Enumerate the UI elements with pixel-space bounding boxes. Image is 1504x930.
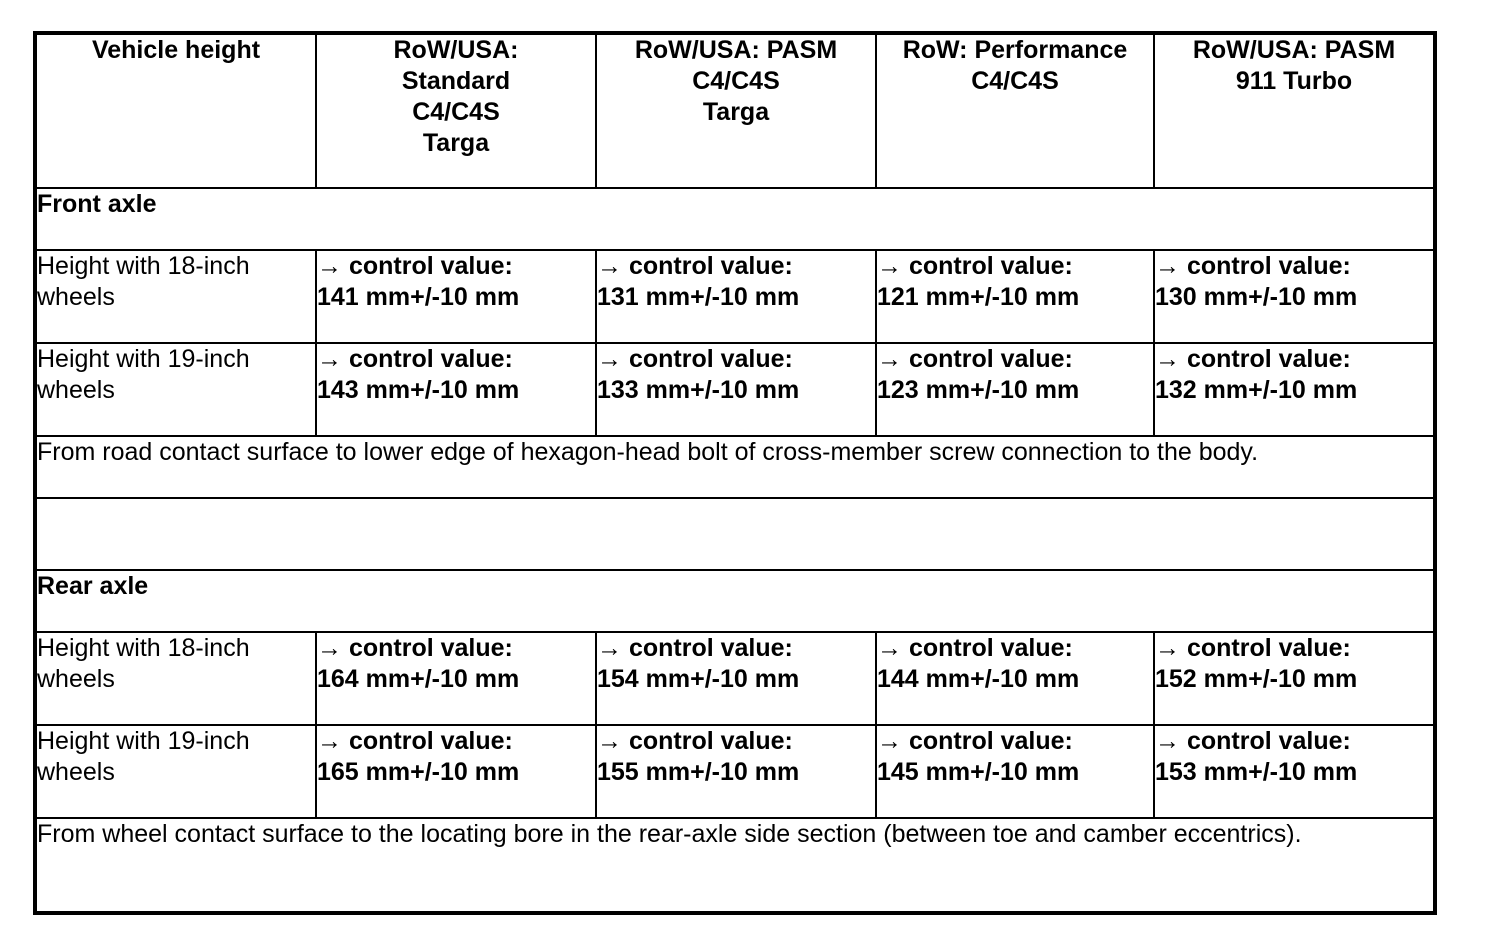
rear-axle-note: From wheel contact surface to the locating bore in the rear-axle side section (between toe and camber eccentrics). — [35, 818, 1435, 913]
control-value: → control value: 152 mm+/-10 mm — [1154, 632, 1435, 725]
header-row-usa-pasm-turbo: RoW/USA: PASM 911 Turbo — [1154, 33, 1435, 188]
rear-axle-note-row — [35, 818, 1435, 913]
control-value: → control value: 133 mm+/-10 mm — [596, 343, 876, 436]
control-value: → control value: 141 mm+/-10 mm — [316, 250, 596, 343]
row-label: Height with 18-inch wheels — [35, 250, 316, 343]
front-axle-note-row — [35, 436, 1435, 498]
table-row — [35, 343, 1435, 436]
header-row-performance: RoW: Performance C4/C4S — [876, 33, 1154, 188]
control-value: → control value: 131 mm+/-10 mm — [596, 250, 876, 343]
rear-axle-section-row — [35, 570, 1435, 632]
control-value: → control value: 164 mm+/-10 mm — [316, 632, 596, 725]
vehicle-height-table — [33, 31, 1437, 915]
header-row-usa-pasm: RoW/USA: PASM C4/C4S Targa — [596, 33, 876, 188]
spacer-row — [35, 498, 1435, 570]
blank-cell — [35, 498, 1435, 570]
row-label: Height with 19-inch wheels — [35, 343, 316, 436]
header-row-usa-standard: RoW/USA: Standard C4/C4S Targa — [316, 33, 596, 188]
control-value: → control value: 155 mm+/-10 mm — [596, 725, 876, 818]
control-value: → control value: 143 mm+/-10 mm — [316, 343, 596, 436]
front-axle-note: From road contact surface to lower edge of hexagon-head bolt of cross-member screw connection to the body. — [35, 436, 1435, 498]
rear-axle-title: Rear axle — [35, 570, 1435, 632]
control-value: → control value: 145 mm+/-10 mm — [876, 725, 1154, 818]
front-axle-title: Front axle — [35, 188, 1435, 250]
control-value: → control value: 153 mm+/-10 mm — [1154, 725, 1435, 818]
control-value: → control value: 130 mm+/-10 mm — [1154, 250, 1435, 343]
control-value: → control value: 144 mm+/-10 mm — [876, 632, 1154, 725]
front-axle-section-row — [35, 188, 1435, 250]
table-row — [35, 250, 1435, 343]
table-row — [35, 725, 1435, 818]
header-row — [35, 33, 1435, 188]
row-label: Height with 19-inch wheels — [35, 725, 316, 818]
table-row — [35, 632, 1435, 725]
row-label: Height with 18-inch wheels — [35, 632, 316, 725]
control-value: → control value: 121 mm+/-10 mm — [876, 250, 1154, 343]
control-value: → control value: 154 mm+/-10 mm — [596, 632, 876, 725]
control-value: → control value: 123 mm+/-10 mm — [876, 343, 1154, 436]
control-value: → control value: 132 mm+/-10 mm — [1154, 343, 1435, 436]
header-vehicle-height: Vehicle height — [35, 33, 316, 188]
control-value: → control value: 165 mm+/-10 mm — [316, 725, 596, 818]
